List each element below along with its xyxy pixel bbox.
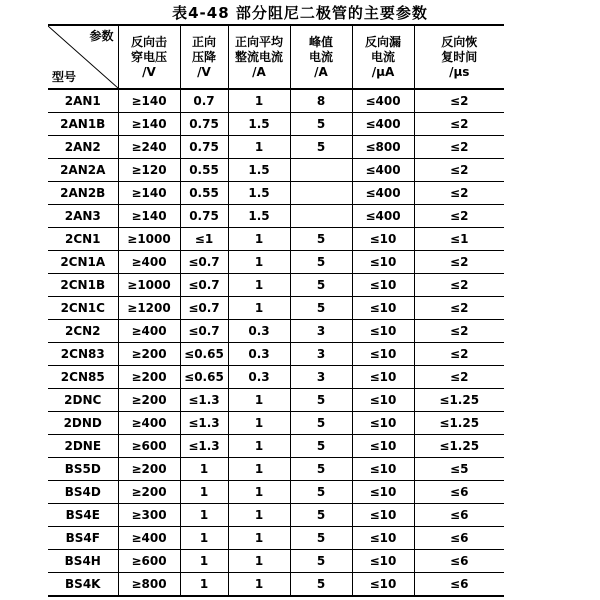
cell-average-current: 1: [228, 458, 290, 481]
table-row: [48, 113, 504, 136]
cell-breakdown-voltage: ≥200: [118, 481, 180, 504]
cell-model: 2CN85: [48, 366, 118, 389]
cell-model: 2CN1A: [48, 251, 118, 274]
cell-leakage-current: ≤10: [352, 343, 414, 366]
table-row: [48, 527, 504, 550]
table-row: [48, 458, 504, 481]
cell-recovery-time: ≤2: [414, 159, 504, 182]
cell-forward-drop: ≤1.3: [180, 389, 228, 412]
cell-average-current: 1: [228, 228, 290, 251]
table-row: [48, 182, 504, 205]
cell-peak-current: 5: [290, 297, 352, 320]
cell-forward-drop: 1: [180, 504, 228, 527]
cell-breakdown-voltage: ≥200: [118, 458, 180, 481]
cell-peak-current: 3: [290, 343, 352, 366]
table-row: [48, 573, 504, 597]
cell-breakdown-voltage: ≥140: [118, 182, 180, 205]
cell-average-current: 0.3: [228, 343, 290, 366]
cell-leakage-current: ≤10: [352, 389, 414, 412]
cell-peak-current: [290, 159, 352, 182]
cell-average-current: 1: [228, 481, 290, 504]
cell-model: 2CN1C: [48, 297, 118, 320]
cell-peak-current: 8: [290, 89, 352, 113]
cell-breakdown-voltage: ≥400: [118, 527, 180, 550]
cell-forward-drop: ≤0.65: [180, 343, 228, 366]
cell-model: 2CN2: [48, 320, 118, 343]
cell-peak-current: 5: [290, 435, 352, 458]
cell-breakdown-voltage: ≥600: [118, 435, 180, 458]
cell-forward-drop: 0.75: [180, 136, 228, 159]
column-header-reverse-leakage-current: 反向漏 电流 /μA: [352, 25, 414, 89]
cell-average-current: 1.5: [228, 113, 290, 136]
cell-breakdown-voltage: ≥1200: [118, 297, 180, 320]
cell-peak-current: 5: [290, 527, 352, 550]
cell-leakage-current: ≤400: [352, 205, 414, 228]
cell-breakdown-voltage: ≥800: [118, 573, 180, 597]
corner-header-cell: [48, 25, 118, 89]
cell-forward-drop: ≤1.3: [180, 412, 228, 435]
cell-leakage-current: ≤400: [352, 182, 414, 205]
cell-forward-drop: ≤1: [180, 228, 228, 251]
cell-recovery-time: ≤2: [414, 136, 504, 159]
cell-average-current: 1.5: [228, 182, 290, 205]
cell-recovery-time: ≤2: [414, 205, 504, 228]
cell-recovery-time: ≤6: [414, 481, 504, 504]
cell-breakdown-voltage: ≥140: [118, 205, 180, 228]
cell-model: 2DNE: [48, 435, 118, 458]
table-title: 表4-48 部分阻尼二极管的主要参数: [172, 4, 428, 22]
cell-peak-current: 5: [290, 113, 352, 136]
cell-peak-current: 5: [290, 458, 352, 481]
cell-average-current: 1: [228, 389, 290, 412]
column-header-reverse-recovery-time: 反向恢 复时间 /μs: [414, 25, 504, 89]
cell-model: 2AN3: [48, 205, 118, 228]
cell-breakdown-voltage: ≥240: [118, 136, 180, 159]
cell-breakdown-voltage: ≥140: [118, 89, 180, 113]
cell-recovery-time: ≤1.25: [414, 389, 504, 412]
cell-model: 2CN1B: [48, 274, 118, 297]
cell-recovery-time: ≤2: [414, 366, 504, 389]
cell-peak-current: 5: [290, 389, 352, 412]
cell-recovery-time: ≤2: [414, 320, 504, 343]
cell-average-current: 1: [228, 251, 290, 274]
cell-average-current: 1: [228, 573, 290, 597]
cell-average-current: 1: [228, 527, 290, 550]
cell-leakage-current: ≤10: [352, 251, 414, 274]
table-row: [48, 435, 504, 458]
table-row: [48, 205, 504, 228]
cell-breakdown-voltage: ≥120: [118, 159, 180, 182]
cell-forward-drop: 1: [180, 550, 228, 573]
cell-recovery-time: ≤6: [414, 527, 504, 550]
cell-model: 2AN1: [48, 89, 118, 113]
cell-average-current: 0.3: [228, 366, 290, 389]
cell-forward-drop: 1: [180, 527, 228, 550]
table-row: [48, 297, 504, 320]
cell-breakdown-voltage: ≥400: [118, 412, 180, 435]
cell-model: 2AN2B: [48, 182, 118, 205]
cell-peak-current: [290, 205, 352, 228]
cell-leakage-current: ≤10: [352, 320, 414, 343]
parameters-table: [48, 24, 504, 597]
cell-peak-current: 5: [290, 504, 352, 527]
table-row: [48, 136, 504, 159]
cell-forward-drop: ≤0.7: [180, 274, 228, 297]
cell-breakdown-voltage: ≥1000: [118, 274, 180, 297]
cell-average-current: 1: [228, 274, 290, 297]
cell-breakdown-voltage: ≥600: [118, 550, 180, 573]
table-row: [48, 366, 504, 389]
cell-breakdown-voltage: ≥300: [118, 504, 180, 527]
table-row: [48, 228, 504, 251]
cell-leakage-current: ≤10: [352, 435, 414, 458]
cell-breakdown-voltage: ≥400: [118, 320, 180, 343]
cell-recovery-time: ≤6: [414, 550, 504, 573]
column-header-forward-average-current: 正向平均 整流电流 /A: [228, 25, 290, 89]
cell-peak-current: 5: [290, 573, 352, 597]
table-row: [48, 481, 504, 504]
table-body: [48, 89, 504, 596]
cell-model: BS4E: [48, 504, 118, 527]
cell-forward-drop: ≤0.7: [180, 320, 228, 343]
cell-leakage-current: ≤10: [352, 527, 414, 550]
cell-leakage-current: ≤400: [352, 113, 414, 136]
cell-recovery-time: ≤2: [414, 113, 504, 136]
cell-recovery-time: ≤2: [414, 182, 504, 205]
cell-peak-current: 3: [290, 366, 352, 389]
cell-model: 2AN1B: [48, 113, 118, 136]
cell-recovery-time: ≤1.25: [414, 435, 504, 458]
table-row: [48, 389, 504, 412]
cell-breakdown-voltage: ≥400: [118, 251, 180, 274]
cell-breakdown-voltage: ≥200: [118, 389, 180, 412]
cell-model: BS4F: [48, 527, 118, 550]
cell-peak-current: 5: [290, 412, 352, 435]
cell-forward-drop: 0.55: [180, 182, 228, 205]
cell-average-current: 1: [228, 504, 290, 527]
cell-forward-drop: 0.7: [180, 89, 228, 113]
cell-forward-drop: 0.55: [180, 159, 228, 182]
cell-recovery-time: ≤2: [414, 274, 504, 297]
cell-model: BS4H: [48, 550, 118, 573]
cell-model: 2CN83: [48, 343, 118, 366]
table-row: [48, 504, 504, 527]
cell-forward-drop: ≤1.3: [180, 435, 228, 458]
cell-recovery-time: ≤6: [414, 504, 504, 527]
cell-leakage-current: ≤10: [352, 228, 414, 251]
cell-forward-drop: 1: [180, 481, 228, 504]
cell-model: 2DND: [48, 412, 118, 435]
cell-peak-current: 5: [290, 481, 352, 504]
cell-recovery-time: ≤2: [414, 343, 504, 366]
cell-average-current: 1.5: [228, 159, 290, 182]
column-header-reverse-breakdown-voltage: 反向击 穿电压 /V: [118, 25, 180, 89]
table-row: [48, 343, 504, 366]
cell-peak-current: 5: [290, 274, 352, 297]
cell-leakage-current: ≤400: [352, 89, 414, 113]
cell-model: BS4K: [48, 573, 118, 597]
cell-recovery-time: ≤1.25: [414, 412, 504, 435]
cell-leakage-current: ≤10: [352, 297, 414, 320]
corner-label-model: 型号: [52, 70, 77, 84]
cell-recovery-time: ≤5: [414, 458, 504, 481]
cell-peak-current: 3: [290, 320, 352, 343]
cell-average-current: 1: [228, 297, 290, 320]
cell-forward-drop: 1: [180, 573, 228, 597]
cell-leakage-current: ≤400: [352, 159, 414, 182]
cell-breakdown-voltage: ≥1000: [118, 228, 180, 251]
header-row: [48, 25, 504, 89]
cell-model: BS4D: [48, 481, 118, 504]
cell-leakage-current: ≤10: [352, 550, 414, 573]
cell-average-current: 0.3: [228, 320, 290, 343]
cell-leakage-current: ≤10: [352, 504, 414, 527]
table-row: [48, 412, 504, 435]
cell-peak-current: 5: [290, 136, 352, 159]
table-row: [48, 550, 504, 573]
column-header-peak-current: 峰值 电流 /A: [290, 25, 352, 89]
cell-peak-current: [290, 182, 352, 205]
cell-recovery-time: ≤2: [414, 251, 504, 274]
cell-peak-current: 5: [290, 228, 352, 251]
corner-label-parameter: 参数: [89, 29, 114, 43]
cell-leakage-current: ≤800: [352, 136, 414, 159]
cell-average-current: 1: [228, 550, 290, 573]
cell-leakage-current: ≤10: [352, 366, 414, 389]
table-row: [48, 159, 504, 182]
cell-model: 2DNC: [48, 389, 118, 412]
cell-average-current: 1: [228, 136, 290, 159]
cell-forward-drop: 0.75: [180, 113, 228, 136]
cell-forward-drop: ≤0.65: [180, 366, 228, 389]
cell-leakage-current: ≤10: [352, 412, 414, 435]
cell-average-current: 1: [228, 435, 290, 458]
table-row: [48, 274, 504, 297]
cell-model: BS5D: [48, 458, 118, 481]
cell-forward-drop: ≤0.7: [180, 251, 228, 274]
cell-peak-current: 5: [290, 550, 352, 573]
cell-model: 2AN2: [48, 136, 118, 159]
cell-forward-drop: 0.75: [180, 205, 228, 228]
cell-leakage-current: ≤10: [352, 481, 414, 504]
cell-breakdown-voltage: ≥140: [118, 113, 180, 136]
table-row: [48, 320, 504, 343]
cell-recovery-time: ≤2: [414, 297, 504, 320]
cell-recovery-time: ≤1: [414, 228, 504, 251]
column-header-forward-voltage-drop: 正向 压降 /V: [180, 25, 228, 89]
cell-recovery-time: ≤6: [414, 573, 504, 597]
cell-breakdown-voltage: ≥200: [118, 366, 180, 389]
cell-leakage-current: ≤10: [352, 573, 414, 597]
cell-breakdown-voltage: ≥200: [118, 343, 180, 366]
cell-forward-drop: 1: [180, 458, 228, 481]
cell-leakage-current: ≤10: [352, 274, 414, 297]
cell-model: 2AN2A: [48, 159, 118, 182]
cell-peak-current: 5: [290, 251, 352, 274]
cell-average-current: 1: [228, 412, 290, 435]
cell-forward-drop: ≤0.7: [180, 297, 228, 320]
cell-leakage-current: ≤10: [352, 458, 414, 481]
cell-average-current: 1.5: [228, 205, 290, 228]
cell-average-current: 1: [228, 89, 290, 113]
table-row: [48, 89, 504, 113]
cell-recovery-time: ≤2: [414, 89, 504, 113]
table-row: [48, 251, 504, 274]
cell-model: 2CN1: [48, 228, 118, 251]
